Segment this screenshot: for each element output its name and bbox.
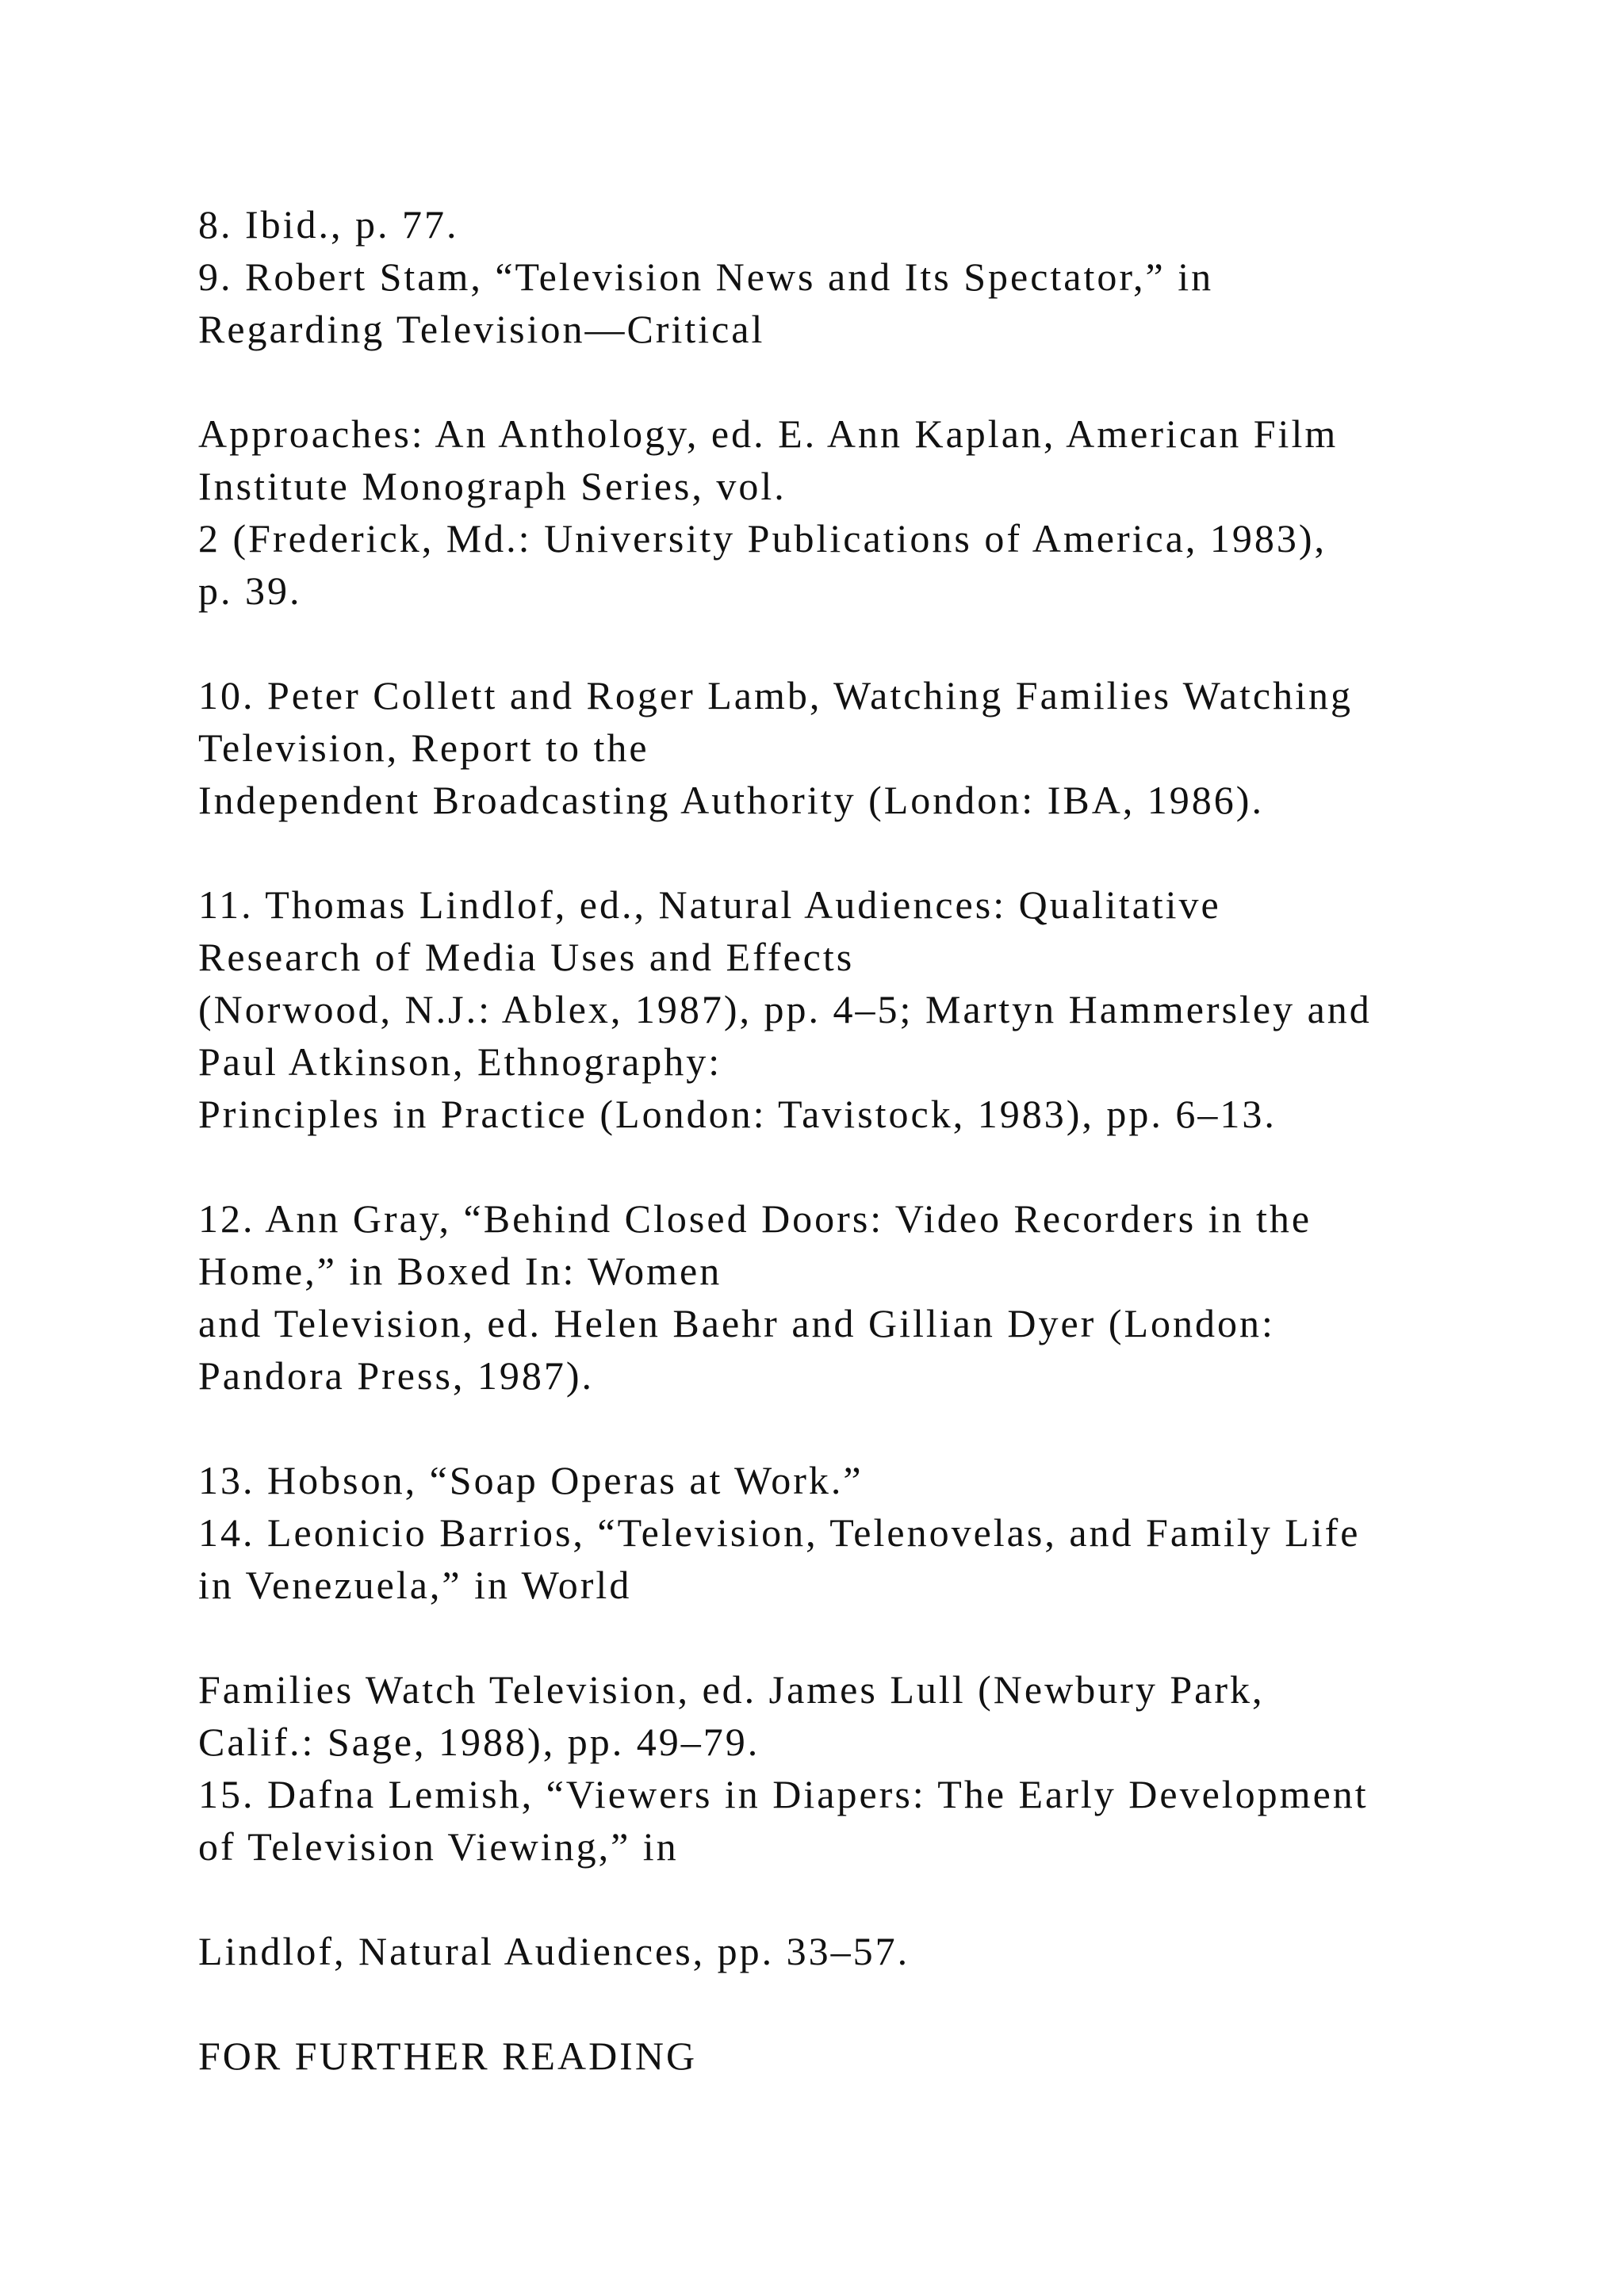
section-heading: FOR FURTHER READING [198,2034,698,2078]
text-line: 13. Hobson, “Soap Operas at Work.” [198,1458,864,1502]
text-line: Home,” in Boxed In: Women [198,1249,722,1293]
blank-line [198,1611,1546,1663]
text-line: p. 39. [198,568,302,613]
blank-line [198,1873,1546,1925]
blank-line [198,617,1546,669]
text-line: Calif.: Sage, 1988), pp. 49–79. [198,1720,760,1764]
text-line: and Television, ed. Helen Baehr and Gillian Dyer (London: [198,1301,1275,1345]
text-line: Regarding Television—Critical [198,307,765,351]
text-line: Institute Monograph Series, vol. [198,464,787,508]
text-line: 10. Peter Collett and Roger Lamb, Watching Families Watching [198,673,1353,718]
text-line: 12. Ann Gray, “Behind Closed Doors: Video Recorders in the [198,1196,1312,1241]
text-line: Research of Media Uses and Effects [198,935,855,979]
blank-line [198,1977,1546,2030]
text-line: 8. Ibid., p. 77. [198,202,459,247]
text-line: 9. Robert Stam, “Television News and Its Spectator,” in [198,254,1214,299]
text-line: Families Watch Television, ed. James Lull (Newbury Park, [198,1667,1265,1712]
text-line: Principles in Practice (London: Tavistock, 1983), pp. 6–13. [198,1092,1277,1136]
notes-text-block [198,198,1546,2082]
text-line: 2 (Frederick, Md.: University Publications of America, 1983), [198,516,1327,561]
text-line: Pandora Press, 1987). [198,1353,595,1398]
text-line: Lindlof, Natural Audiences, pp. 33–57. [198,1929,910,1973]
text-line: Independent Broadcasting Authority (London: IBA, 1986). [198,778,1264,822]
text-line: (Norwood, N.J.: Ablex, 1987), pp. 4–5; Martyn Hammersley and [198,987,1372,1031]
text-line: Television, Report to the [198,725,649,770]
text-line: 15. Dafna Lemish, “Viewers in Diapers: The Early Development [198,1772,1369,1816]
text-line: Paul Atkinson, Ethnography: [198,1039,722,1084]
text-line: of Television Viewing,” in [198,1824,679,1869]
text-line: 14. Leonicio Barrios, “Television, Telenovelas, and Family Life [198,1510,1361,1555]
blank-line [198,355,1546,408]
blank-line [198,1402,1546,1454]
blank-line [198,1140,1546,1192]
blank-line [198,826,1546,878]
text-line: 11. Thomas Lindlof, ed., Natural Audiences: Qualitative [198,882,1221,927]
text-line: in Venezuela,” in World [198,1563,632,1607]
text-line: Approaches: An Anthology, ed. E. Ann Kaplan, American Film [198,411,1339,456]
